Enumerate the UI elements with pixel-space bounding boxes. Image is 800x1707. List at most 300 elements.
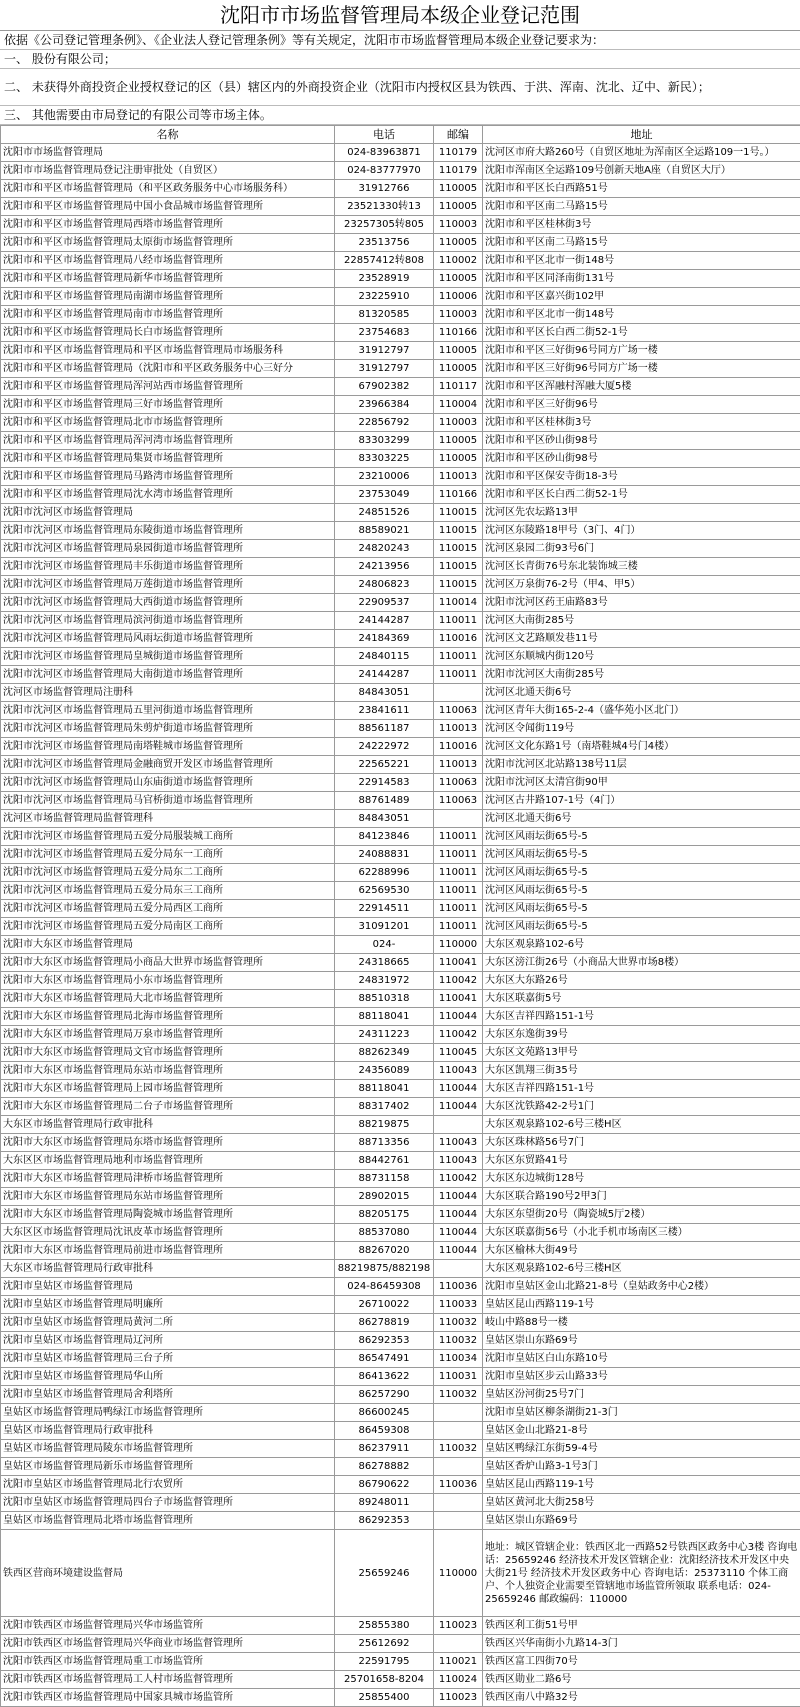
cell-phone: 84123846 bbox=[335, 828, 434, 846]
cell-phone: 86413622 bbox=[335, 1368, 434, 1386]
table-row bbox=[1, 1278, 800, 1296]
cell-zip: 110034 bbox=[434, 1350, 483, 1368]
table-row bbox=[1, 612, 800, 630]
cell-phone: 86790622 bbox=[335, 1476, 434, 1494]
cell-name: 沈阳市沈河区市场监督管理局大西街道市场监督管理所 bbox=[1, 594, 335, 612]
cell-name: 沈阳市和平区市场监督管理局太原街市场监督管理所 bbox=[1, 234, 335, 252]
cell-phone: 84843051 bbox=[335, 810, 434, 828]
cell-name: 沈阳市大东区市场监督管理局小商品大世界市场监督管理所 bbox=[1, 954, 335, 972]
cell-name: 皇姑区市场监督管理局新乐市场监督管理所 bbox=[1, 1458, 335, 1476]
cell-name: 沈阳市皇姑区市场监督管理局辽河所 bbox=[1, 1332, 335, 1350]
cell-addr: 岐山中路88号一楼 bbox=[483, 1314, 800, 1332]
table-row bbox=[1, 738, 800, 756]
table-row bbox=[1, 522, 800, 540]
cell-phone: 22857412转808 bbox=[335, 252, 434, 270]
cell-phone: 24840115 bbox=[335, 648, 434, 666]
cell-name: 沈阳市和平区市场监督管理局浑河站西市场监督管理所 bbox=[1, 378, 335, 396]
cell-addr: 沈河区东陵路18甲号（3门、4门） bbox=[483, 522, 800, 540]
table-row bbox=[1, 1170, 800, 1188]
table-row bbox=[1, 1098, 800, 1116]
table-row bbox=[1, 1530, 800, 1617]
table-row bbox=[1, 972, 800, 990]
cell-zip: 110005 bbox=[434, 432, 483, 450]
cell-name: 沈阳市和平区市场监督管理局中国小食品城市场监督管理所 bbox=[1, 198, 335, 216]
cell-name: 沈阳市沈河区市场监督管理局山东庙街道市场监督管理所 bbox=[1, 774, 335, 792]
cell-addr: 大东区观泉路102-6号三楼H区 bbox=[483, 1260, 800, 1278]
cell-phone: 22591795 bbox=[335, 1653, 434, 1671]
cell-name: 铁西区营商环境建设监督局 bbox=[1, 1530, 335, 1617]
cell-zip: 110044 bbox=[434, 1080, 483, 1098]
cell-zip: 110042 bbox=[434, 1026, 483, 1044]
cell-name: 沈阳市和平区市场监督管理局北市市场监督管理所 bbox=[1, 414, 335, 432]
cell-phone: 89248011 bbox=[335, 1494, 434, 1512]
cell-phone: 86292353 bbox=[335, 1332, 434, 1350]
table-row bbox=[1, 414, 800, 432]
cell-zip: 110011 bbox=[434, 918, 483, 936]
cell-addr: 沈河区风雨坛街65号-5 bbox=[483, 882, 800, 900]
cell-zip: 110003 bbox=[434, 216, 483, 234]
table-row bbox=[1, 792, 800, 810]
cell-phone: 24144287 bbox=[335, 666, 434, 684]
cell-phone: 22565221 bbox=[335, 756, 434, 774]
cell-name: 沈阳市皇姑区市场监督管理局黄河二所 bbox=[1, 1314, 335, 1332]
cell-addr: 沈阳市和平区三好街96号同方广场一楼 bbox=[483, 342, 800, 360]
cell-name: 沈阳市和平区市场监督管理局（和平区政务服务中心市场服务科） bbox=[1, 180, 335, 198]
cell-phone: 88219875 bbox=[335, 1116, 434, 1134]
cell-name: 皇姑区市场监督管理局陵东市场监督管理所 bbox=[1, 1440, 335, 1458]
table-row bbox=[1, 1224, 800, 1242]
cell-zip: 110011 bbox=[434, 864, 483, 882]
cell-phone: 86237911 bbox=[335, 1440, 434, 1458]
cell-zip: 110044 bbox=[434, 1224, 483, 1242]
table-row bbox=[1, 990, 800, 1008]
cell-zip: 110043 bbox=[434, 1152, 483, 1170]
cell-zip: 110011 bbox=[434, 846, 483, 864]
cell-phone: 25612692 bbox=[335, 1635, 434, 1653]
cell-addr: 沈阳市和平区南二马路15号 bbox=[483, 234, 800, 252]
header-name: 名称 bbox=[1, 126, 335, 144]
cell-phone: 23210006 bbox=[335, 468, 434, 486]
header-zip: 邮编 bbox=[434, 126, 483, 144]
cell-addr: 铁西区利工街51号甲 bbox=[483, 1617, 800, 1635]
cell-addr: 沈阳市皇姑区金山北路21-8号（皇姑政务中心2楼） bbox=[483, 1278, 800, 1296]
table-row bbox=[1, 720, 800, 738]
table-row bbox=[1, 432, 800, 450]
cell-zip: 110003 bbox=[434, 414, 483, 432]
cell-phone: 23841611 bbox=[335, 702, 434, 720]
cell-addr: 沈阳市皇姑区白山东路10号 bbox=[483, 1350, 800, 1368]
cell-name: 沈阳市和平区市场监督管理局集贤市场监督管理所 bbox=[1, 450, 335, 468]
cell-phone: 22909537 bbox=[335, 594, 434, 612]
cell-phone: 88267020 bbox=[335, 1242, 434, 1260]
cell-addr: 沈河区万泉街76-2号（甲4、甲5） bbox=[483, 576, 800, 594]
cell-phone: 28902015 bbox=[335, 1188, 434, 1206]
table-row bbox=[1, 468, 800, 486]
cell-name: 沈阳市大东区市场监督管理局东站市场监督管理所 bbox=[1, 1188, 335, 1206]
table-row bbox=[1, 288, 800, 306]
cell-phone: 24311223 bbox=[335, 1026, 434, 1044]
cell-phone: 024- bbox=[335, 936, 434, 954]
cell-zip: 110031 bbox=[434, 1368, 483, 1386]
cell-phone: 88537080 bbox=[335, 1224, 434, 1242]
table-row bbox=[1, 234, 800, 252]
cell-addr: 沈河区风雨坛街65号-5 bbox=[483, 900, 800, 918]
table-row bbox=[1, 810, 800, 828]
table-row bbox=[1, 1080, 800, 1098]
cell-addr: 铁西区兴华南街小九路14-3门 bbox=[483, 1635, 800, 1653]
table-row bbox=[1, 540, 800, 558]
table-row bbox=[1, 450, 800, 468]
table-row bbox=[1, 1008, 800, 1026]
cell-addr: 沈河区大南街285号 bbox=[483, 612, 800, 630]
cell-zip: 110033 bbox=[434, 1296, 483, 1314]
table-row bbox=[1, 1350, 800, 1368]
cell-addr: 沈河区文艺路顺发巷11号 bbox=[483, 630, 800, 648]
cell-name: 沈阳市沈河区市场监督管理局丰乐街道市场监督管理所 bbox=[1, 558, 335, 576]
table-row bbox=[1, 324, 800, 342]
cell-name: 沈阳市铁西区市场监督管理局工人村市场监督管理所 bbox=[1, 1671, 335, 1689]
cell-phone: 86547491 bbox=[335, 1350, 434, 1368]
table-row bbox=[1, 1617, 800, 1635]
cell-phone: 22856792 bbox=[335, 414, 434, 432]
table-row bbox=[1, 1062, 800, 1080]
cell-addr: 沈阳市和平区浑融村浑融大厦5楼 bbox=[483, 378, 800, 396]
cell-phone: 24144287 bbox=[335, 612, 434, 630]
cell-name: 沈阳市和平区市场监督管理局西塔市场监督管理所 bbox=[1, 216, 335, 234]
table-row bbox=[1, 846, 800, 864]
cell-addr: 铁西区南八中路32号 bbox=[483, 1689, 800, 1707]
cell-name: 沈阳市大东区市场监督管理局北海市场监督管理所 bbox=[1, 1008, 335, 1026]
cell-name: 沈阳市沈河区市场监督管理局五爱分局服装城工商所 bbox=[1, 828, 335, 846]
cell-addr: 地址：城区管辖企业：铁西区北一西路52号铁西区政务中心3楼 咨询电话：25659246 经济技术开发区管辖企业：沈阳经济技术开发区中央大街21号 经济技术开发区政务中心 咨询电话：25373110 个体工商户、个人独资企业需要至管辖地市场监管所领取 联系电话：024-25659246 邮政编码：110000 bbox=[483, 1530, 800, 1617]
cell-addr: 皇姑区金山北路21-8号 bbox=[483, 1422, 800, 1440]
page-title: 沈阳市市场监督管理局本级企业登记范围 bbox=[0, 0, 800, 31]
cell-name: 沈阳市沈河区市场监督管理局南塔鞋城市场监督管理所 bbox=[1, 738, 335, 756]
cell-addr: 皇姑区崇山东路69号 bbox=[483, 1332, 800, 1350]
cell-addr: 大东区观泉路102-6号 bbox=[483, 936, 800, 954]
cell-phone: 83303225 bbox=[335, 450, 434, 468]
table-row bbox=[1, 252, 800, 270]
table-row bbox=[1, 1689, 800, 1707]
cell-phone: 23225910 bbox=[335, 288, 434, 306]
table-row bbox=[1, 1653, 800, 1671]
cell-addr: 大东区东逸街39号 bbox=[483, 1026, 800, 1044]
cell-phone: 62288996 bbox=[335, 864, 434, 882]
cell-zip: 110166 bbox=[434, 324, 483, 342]
table-row bbox=[1, 900, 800, 918]
table-row bbox=[1, 936, 800, 954]
cell-addr: 沈河区古井路107-1号（4门） bbox=[483, 792, 800, 810]
cell-addr: 沈阳市皇姑区步云山路33号 bbox=[483, 1368, 800, 1386]
cell-addr: 大东区滂江街26号（小商品大世界市场8楼） bbox=[483, 954, 800, 972]
table-row bbox=[1, 1116, 800, 1134]
cell-name: 沈阳市和平区市场监督管理局和平区市场监督管理局市场服务科 bbox=[1, 342, 335, 360]
cell-zip bbox=[434, 1116, 483, 1134]
cell-zip: 110005 bbox=[434, 198, 483, 216]
cell-name: 沈阳市大东区市场监督管理局小东市场监督管理所 bbox=[1, 972, 335, 990]
table-row bbox=[1, 1026, 800, 1044]
cell-phone: 67902382 bbox=[335, 378, 434, 396]
cell-phone: 88561187 bbox=[335, 720, 434, 738]
cell-addr: 大东区东贸路41号 bbox=[483, 1152, 800, 1170]
cell-zip: 110043 bbox=[434, 1134, 483, 1152]
table-row bbox=[1, 144, 800, 162]
cell-phone: 26710022 bbox=[335, 1296, 434, 1314]
cell-name: 沈阳市沈河区市场监督管理局滨河街道市场监督管理所 bbox=[1, 612, 335, 630]
table-row bbox=[1, 1386, 800, 1404]
cell-zip: 110044 bbox=[434, 1188, 483, 1206]
cell-phone: 23754683 bbox=[335, 324, 434, 342]
cell-zip: 110005 bbox=[434, 450, 483, 468]
cell-addr: 皇姑区昆山西路119-1号 bbox=[483, 1296, 800, 1314]
cell-zip: 110044 bbox=[434, 1008, 483, 1026]
cell-name: 沈阳市沈河区市场监督管理局五爱分局西区工商所 bbox=[1, 900, 335, 918]
cell-name: 沈河区市场监督管理局注册科 bbox=[1, 684, 335, 702]
cell-name: 沈阳市和平区市场监督管理局南市市场监督管理所 bbox=[1, 306, 335, 324]
cell-phone: 25855400 bbox=[335, 1689, 434, 1707]
cell-zip: 110011 bbox=[434, 882, 483, 900]
cell-zip: 110063 bbox=[434, 792, 483, 810]
cell-name: 大东区区市场监督管理局地利市场监督管理所 bbox=[1, 1152, 335, 1170]
cell-phone: 86257290 bbox=[335, 1386, 434, 1404]
cell-name: 皇姑区市场监督管理局行政审批科 bbox=[1, 1422, 335, 1440]
cell-name: 沈阳市沈河区市场监督管理局风雨坛街道市场监督管理所 bbox=[1, 630, 335, 648]
cell-phone: 88442761 bbox=[335, 1152, 434, 1170]
cell-phone: 23521330转13 bbox=[335, 198, 434, 216]
cell-addr: 沈阳市沈河区大南街285号 bbox=[483, 666, 800, 684]
cell-zip: 110011 bbox=[434, 612, 483, 630]
cell-phone: 31912797 bbox=[335, 342, 434, 360]
cell-phone: 62569530 bbox=[335, 882, 434, 900]
cell-zip: 110063 bbox=[434, 702, 483, 720]
table-row bbox=[1, 954, 800, 972]
table-row bbox=[1, 486, 800, 504]
cell-name: 沈阳市和平区市场监督管理局浑河湾市场监督管理所 bbox=[1, 432, 335, 450]
cell-addr: 沈河区风雨坛街65号-5 bbox=[483, 846, 800, 864]
cell-name: 沈阳市大东区市场监督管理局前进市场监督管理所 bbox=[1, 1242, 335, 1260]
cell-phone: 88205175 bbox=[335, 1206, 434, 1224]
cell-phone: 31091201 bbox=[335, 918, 434, 936]
table-header-row bbox=[1, 126, 800, 144]
cell-phone: 88731158 bbox=[335, 1170, 434, 1188]
cell-addr: 大东区珠林路56号7门 bbox=[483, 1134, 800, 1152]
table-row bbox=[1, 774, 800, 792]
cell-addr: 沈阳市和平区桂林街3号 bbox=[483, 216, 800, 234]
cell-name: 大东区市场监督管理局行政审批科 bbox=[1, 1116, 335, 1134]
cell-addr: 大东区凯翔三街35号 bbox=[483, 1062, 800, 1080]
table-row bbox=[1, 1134, 800, 1152]
cell-phone: 24222972 bbox=[335, 738, 434, 756]
cell-name: 沈阳市大东区市场监督管理局陶瓷城市场监督管理所 bbox=[1, 1206, 335, 1224]
cell-zip: 110024 bbox=[434, 1671, 483, 1689]
table-row bbox=[1, 270, 800, 288]
cell-addr: 沈阳市和平区北市一街148号 bbox=[483, 306, 800, 324]
cell-name: 皇姑区市场监督管理局鸭绿江市场监督管理所 bbox=[1, 1404, 335, 1422]
cell-name: 沈阳市大东区市场监督管理局津桥市场监督管理所 bbox=[1, 1170, 335, 1188]
cell-phone: 24356089 bbox=[335, 1062, 434, 1080]
cell-name: 沈阳市大东区市场监督管理局文官市场监督管理所 bbox=[1, 1044, 335, 1062]
table-row bbox=[1, 360, 800, 378]
cell-zip: 110044 bbox=[434, 1242, 483, 1260]
cell-phone: 25701658-8204 bbox=[335, 1671, 434, 1689]
cell-addr: 沈阳市和平区三好街96号同方广场一楼 bbox=[483, 360, 800, 378]
cell-phone: 24213956 bbox=[335, 558, 434, 576]
cell-addr: 大东区东望街20号（陶瓷城5厅2楼） bbox=[483, 1206, 800, 1224]
cell-name: 沈阳市沈河区市场监督管理局朱剪炉街道市场监督管理所 bbox=[1, 720, 335, 738]
cell-zip: 110179 bbox=[434, 162, 483, 180]
cell-zip: 110016 bbox=[434, 738, 483, 756]
cell-zip: 110013 bbox=[434, 468, 483, 486]
cell-name: 沈阳市市场监督管理局 bbox=[1, 144, 335, 162]
cell-addr: 沈阳市和平区南二马路15号 bbox=[483, 198, 800, 216]
cell-addr: 沈阳市和平区保安寺街18-3号 bbox=[483, 468, 800, 486]
cell-name: 沈河区市场监督管理局监督管理科 bbox=[1, 810, 335, 828]
cell-name: 大东区市场监督管理局行政审批科 bbox=[1, 1260, 335, 1278]
cell-name: 沈阳市皇姑区市场监督管理局四台子市场监督管理所 bbox=[1, 1494, 335, 1512]
cell-addr: 皇姑区昆山西路119-1号 bbox=[483, 1476, 800, 1494]
cell-addr: 大东区吉祥四路151-1号 bbox=[483, 1080, 800, 1098]
table-row bbox=[1, 1512, 800, 1530]
table-row bbox=[1, 162, 800, 180]
cell-name: 沈阳市皇姑区市场监督管理局三台子所 bbox=[1, 1350, 335, 1368]
cell-addr: 皇姑区黄河北大街258号 bbox=[483, 1494, 800, 1512]
note-line-1: 一、 股份有限公司； bbox=[0, 50, 800, 69]
cell-zip: 110006 bbox=[434, 288, 483, 306]
cell-addr: 大东区东边城街128号 bbox=[483, 1170, 800, 1188]
table-row bbox=[1, 684, 800, 702]
table-row bbox=[1, 1152, 800, 1170]
cell-zip: 110015 bbox=[434, 540, 483, 558]
cell-phone: 88118041 bbox=[335, 1008, 434, 1026]
table-row bbox=[1, 1296, 800, 1314]
cell-name: 沈阳市沈河区市场监督管理局泉园街道市场监督管理所 bbox=[1, 540, 335, 558]
cell-addr: 沈河区先农坛路13甲 bbox=[483, 504, 800, 522]
cell-zip bbox=[434, 810, 483, 828]
cell-addr: 沈河区北通天街6号 bbox=[483, 684, 800, 702]
cell-phone: 24184369 bbox=[335, 630, 434, 648]
cell-zip: 110166 bbox=[434, 486, 483, 504]
cell-addr: 沈河区东顺城内街120号 bbox=[483, 648, 800, 666]
cell-zip: 110005 bbox=[434, 360, 483, 378]
cell-zip: 110002 bbox=[434, 252, 483, 270]
cell-phone: 24806823 bbox=[335, 576, 434, 594]
table-row bbox=[1, 504, 800, 522]
cell-zip bbox=[434, 1512, 483, 1530]
cell-phone: 81320585 bbox=[335, 306, 434, 324]
cell-addr: 沈阳市浑南区全运路109号创新天地A座（自贸区大厅） bbox=[483, 162, 800, 180]
cell-addr: 沈河区风雨坛街65号-5 bbox=[483, 828, 800, 846]
cell-zip: 110032 bbox=[434, 1332, 483, 1350]
table-row bbox=[1, 216, 800, 234]
cell-addr: 沈河区北通天街6号 bbox=[483, 810, 800, 828]
cell-phone: 24831972 bbox=[335, 972, 434, 990]
cell-name: 皇姑区市场监督管理局北塔市场监督管理所 bbox=[1, 1512, 335, 1530]
cell-addr: 沈阳市沈河区北站路138号11层 bbox=[483, 756, 800, 774]
table-row bbox=[1, 306, 800, 324]
cell-name: 沈阳市铁西区市场监督管理局兴华市场监管所 bbox=[1, 1617, 335, 1635]
cell-name: 沈阳市和平区市场监督管理局马路湾市场监督管理所 bbox=[1, 468, 335, 486]
cell-name: 沈阳市和平区市场监督管理局南湖市场监督管理所 bbox=[1, 288, 335, 306]
cell-addr: 沈河区青年大街165-2-4（盛华苑小区北门） bbox=[483, 702, 800, 720]
cell-zip: 110032 bbox=[434, 1314, 483, 1332]
cell-zip: 110041 bbox=[434, 990, 483, 1008]
cell-name: 沈阳市铁西区市场监督管理局兴华商业市场监督管理所 bbox=[1, 1635, 335, 1653]
cell-phone: 88761489 bbox=[335, 792, 434, 810]
cell-zip: 110036 bbox=[434, 1278, 483, 1296]
cell-addr: 沈阳市沈河区药王庙路83号 bbox=[483, 594, 800, 612]
note-line-3: 三、 其他需要由市局登记的有限公司等市场主体。 bbox=[0, 106, 800, 125]
table-body bbox=[1, 144, 800, 1707]
cell-zip: 110023 bbox=[434, 1689, 483, 1707]
cell-zip: 110013 bbox=[434, 720, 483, 738]
cell-addr: 沈阳市和平区桂林街3号 bbox=[483, 414, 800, 432]
cell-phone: 88118041 bbox=[335, 1080, 434, 1098]
table-row bbox=[1, 756, 800, 774]
table-row bbox=[1, 828, 800, 846]
cell-name: 沈阳市皇姑区市场监督管理局舍利塔所 bbox=[1, 1386, 335, 1404]
cell-zip: 110043 bbox=[434, 1062, 483, 1080]
cell-name: 沈阳市皇姑区市场监督管理局明廉所 bbox=[1, 1296, 335, 1314]
table-row bbox=[1, 1458, 800, 1476]
cell-zip: 110032 bbox=[434, 1440, 483, 1458]
cell-phone: 31912797 bbox=[335, 360, 434, 378]
cell-addr: 沈阳市沈河区太清宫街90甲 bbox=[483, 774, 800, 792]
cell-name: 沈阳市和平区市场监督管理局长白市场监督管理所 bbox=[1, 324, 335, 342]
cell-addr: 沈河区文化东路1号（南塔鞋城4号门4楼） bbox=[483, 738, 800, 756]
cell-zip: 110005 bbox=[434, 180, 483, 198]
cell-zip: 110042 bbox=[434, 972, 483, 990]
cell-zip: 110045 bbox=[434, 1044, 483, 1062]
header-phone: 电话 bbox=[335, 126, 434, 144]
table-row bbox=[1, 666, 800, 684]
table-row bbox=[1, 378, 800, 396]
table-row bbox=[1, 180, 800, 198]
cell-phone: 88713356 bbox=[335, 1134, 434, 1152]
cell-addr: 大东区联嘉街56号（小北手机市场南区三楼） bbox=[483, 1224, 800, 1242]
cell-addr: 沈阳市和平区嘉兴街102甲 bbox=[483, 288, 800, 306]
cell-zip: 110000 bbox=[434, 1530, 483, 1617]
cell-phone: 22914583 bbox=[335, 774, 434, 792]
cell-zip: 110063 bbox=[434, 774, 483, 792]
cell-addr: 沈阳市和平区长白西路51号 bbox=[483, 180, 800, 198]
cell-addr: 大东区联嘉街5号 bbox=[483, 990, 800, 1008]
cell-zip: 110041 bbox=[434, 954, 483, 972]
cell-addr: 沈河区令闻街119号 bbox=[483, 720, 800, 738]
cell-phone: 23966384 bbox=[335, 396, 434, 414]
cell-phone: 024-83777970 bbox=[335, 162, 434, 180]
cell-addr: 沈阳市和平区砂山街98号 bbox=[483, 450, 800, 468]
cell-addr: 皇姑区鸭绿江东街59-4号 bbox=[483, 1440, 800, 1458]
cell-phone: 24318665 bbox=[335, 954, 434, 972]
cell-zip: 110005 bbox=[434, 342, 483, 360]
table-row bbox=[1, 1242, 800, 1260]
cell-phone: 23513756 bbox=[335, 234, 434, 252]
cell-name: 沈阳市市场监督管理局登记注册审批处（自贸区） bbox=[1, 162, 335, 180]
cell-zip: 110032 bbox=[434, 1386, 483, 1404]
table-row bbox=[1, 1422, 800, 1440]
cell-zip bbox=[434, 1422, 483, 1440]
table-row bbox=[1, 702, 800, 720]
cell-phone: 24088831 bbox=[335, 846, 434, 864]
cell-phone: 86459308 bbox=[335, 1422, 434, 1440]
table-row bbox=[1, 1476, 800, 1494]
cell-name: 沈阳市沈河区市场监督管理局万莲街道市场监督管理所 bbox=[1, 576, 335, 594]
cell-zip: 110015 bbox=[434, 576, 483, 594]
table-row bbox=[1, 648, 800, 666]
cell-zip: 110036 bbox=[434, 1476, 483, 1494]
cell-phone: 83303299 bbox=[335, 432, 434, 450]
cell-phone: 86278819 bbox=[335, 1314, 434, 1332]
